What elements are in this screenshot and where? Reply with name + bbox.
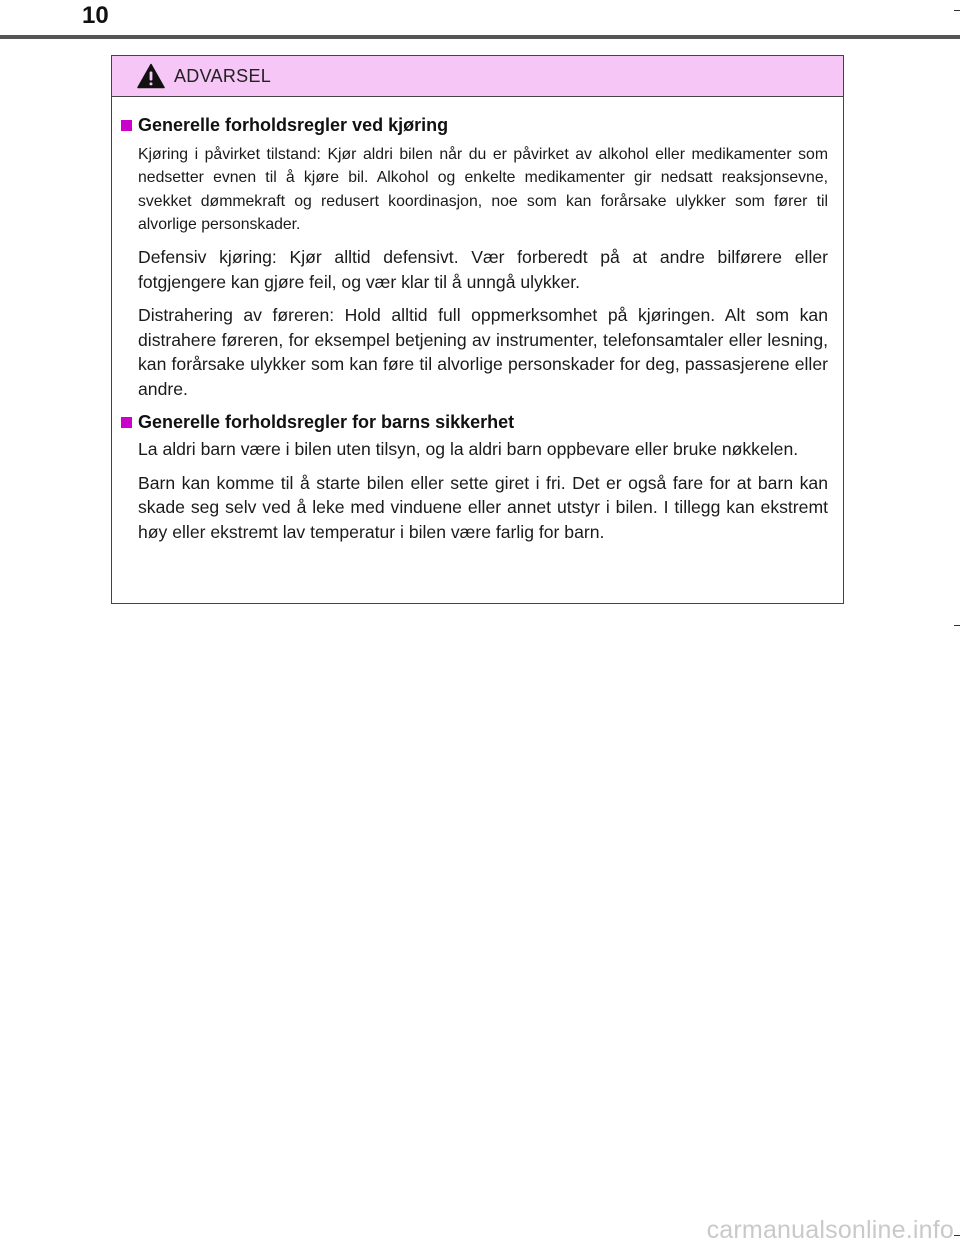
- section-heading-text: Generelle forholdsregler ved kjøring: [138, 115, 449, 135]
- paragraph: Barn kan komme til å starte bilen eller sette giret i fri. Det er også fare for at barn kan skade seg selv ved å leke med vinduene eller annet utstyr i bilen. I tillegg kan ekstremt høy eller ekstremt lav temperatur i bilen være farlig for barn.: [138, 472, 828, 542]
- paragraph: Kjøring i påvirket tilstand: Kjør aldri bilen når du er påvirket av alkohol eller medikamenter som nedsetter evnen til å kjøre bil. Alkohol og enkelte medikamenter gir nedsatt reaksjonsevne, svekket dømmekraft og redusert koordinasjon, noe som kan forårsake ulykker som fører til alvorlige personskader.: [138, 146, 828, 233]
- warning-title: ADVARSEL: [174, 65, 272, 86]
- section-heading: [121, 410, 828, 434]
- paragraph: Distrahering av føreren: Hold alltid full oppmerksomhet på kjøringen. Alt som kan distrahere føreren, for eksempel betjening av instrumenter, telefonsamtaler eller lesning, kan forårsake ulykker som kan føre til alvorlige personskader for deg, passasjerene eller andre.: [138, 305, 828, 399]
- warning-header: [112, 56, 843, 97]
- warning-box: [111, 55, 844, 604]
- right-edge-tick: [954, 1235, 960, 1236]
- paragraph: Defensiv kjøring: Kjør alltid defensivt. Vær forberedt på at andre bilførere eller fotgjengere kan gjøre feil, og vær klar til å unngå ulykker.: [138, 247, 828, 292]
- bullet-square-icon: [121, 120, 132, 131]
- warning-body: [112, 97, 843, 544]
- bullet-square-icon: [121, 417, 132, 428]
- section-heading-text: Generelle forholdsregler for barns sikkerhet: [138, 412, 515, 433]
- paragraph: La aldri barn være i bilen uten tilsyn, og la aldri barn oppbevare eller bruke nøkkelen.: [138, 439, 799, 460]
- section-heading: [121, 113, 828, 137]
- watermark: carmanualsonline.info: [706, 1216, 954, 1244]
- right-edge-tick: [954, 625, 960, 626]
- top-rule: [0, 35, 960, 39]
- warning-triangle-icon: [137, 63, 165, 89]
- right-edge-tick: [954, 10, 960, 11]
- page-number: 10: [82, 2, 109, 29]
